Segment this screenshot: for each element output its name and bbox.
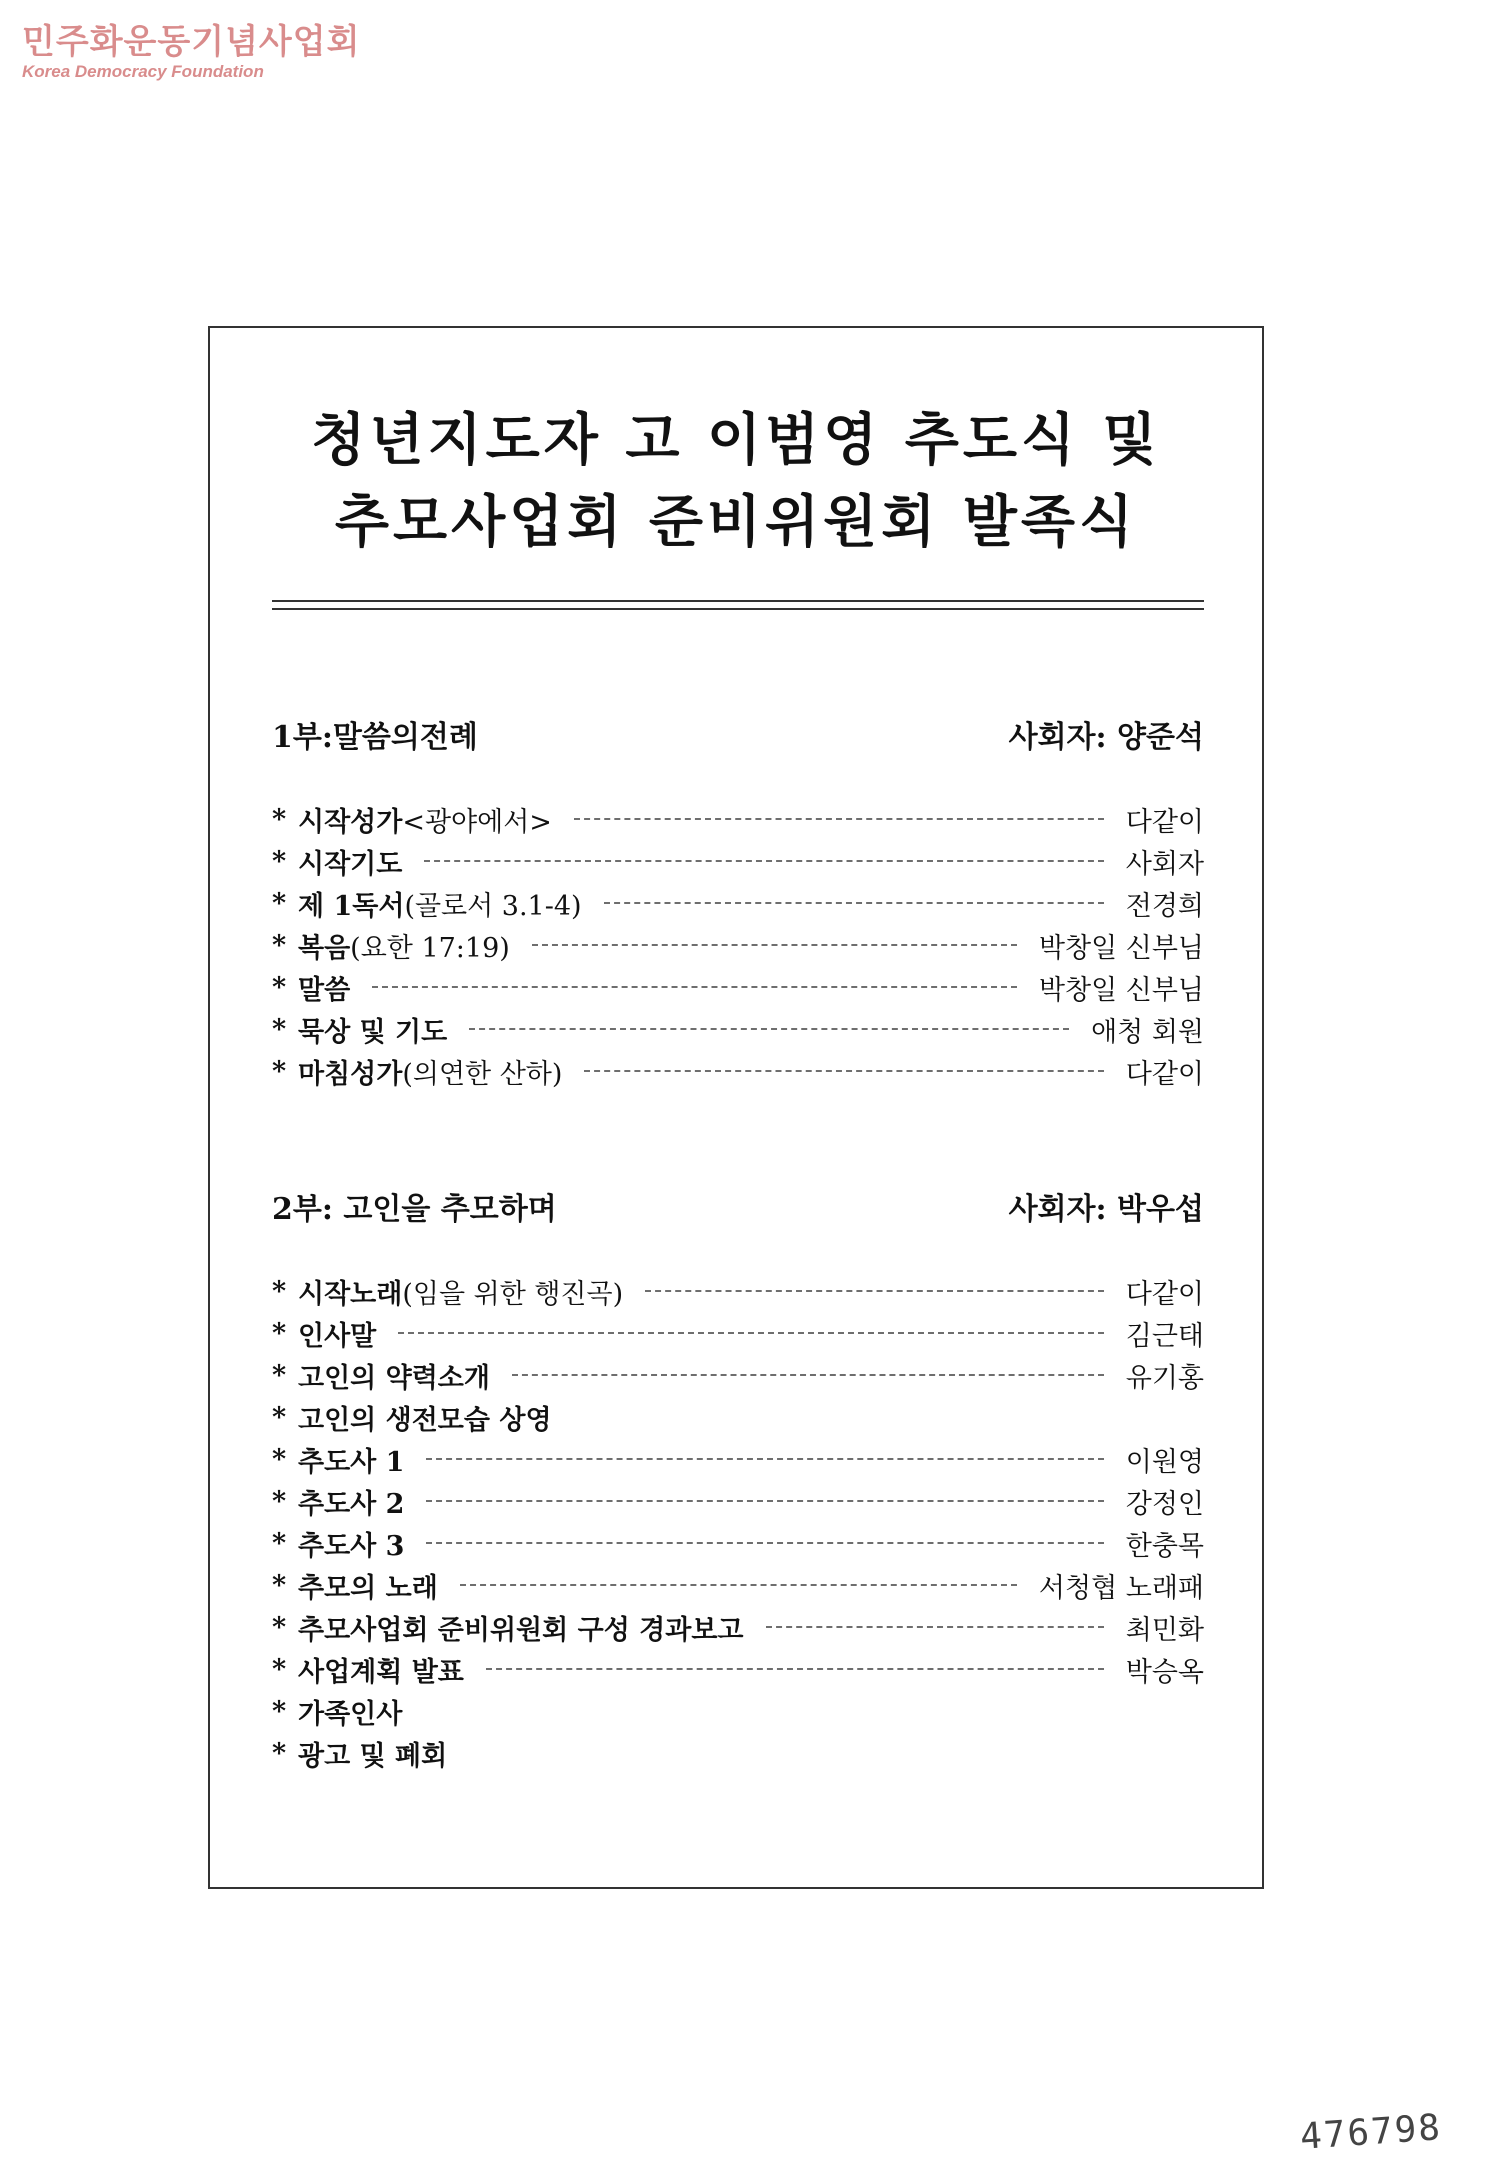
bullet-asterisk: * [272, 1443, 287, 1475]
program-item-title: 시작노래 [298, 1278, 403, 1310]
title-divider-top [272, 600, 1204, 602]
program-item [272, 1522, 1204, 1564]
program-item-name [298, 1314, 376, 1353]
program-item [272, 1480, 1204, 1522]
program-item [272, 1606, 1204, 1648]
program-item-presenter: 박창일 신부님 [1038, 932, 1204, 964]
title-line-1: 청년지도자 고 이범영 추도식 및 [311, 408, 1161, 473]
part2-header [272, 1184, 1204, 1227]
program-item [272, 1008, 1204, 1050]
program-item-presenter: 애청 회원 [1091, 1016, 1204, 1048]
part1-host: 사회자: 양준석 [1008, 720, 1204, 755]
program-item [272, 1354, 1204, 1396]
program-item-presenter: 박창일 신부님 [1038, 974, 1204, 1006]
program-item-name [298, 1482, 404, 1521]
program-item-presenter: 최민화 [1125, 1614, 1204, 1646]
program-item [272, 924, 1204, 966]
program-item-note: (골로서 3.1-4) [404, 890, 582, 922]
bullet-asterisk: * [272, 1275, 287, 1307]
program-item-note: (요한 17:19) [350, 932, 510, 964]
part1-program-list [272, 798, 1204, 1092]
bullet-asterisk: * [272, 1695, 287, 1727]
program-frame [208, 326, 1264, 1889]
program-item-name [298, 1052, 562, 1091]
program-item [272, 1312, 1204, 1354]
program-item-title: 가족인사 [298, 1698, 403, 1730]
dashed-leader [469, 1028, 1069, 1030]
program-item [272, 882, 1204, 924]
program-item-title: 고인의 약력소개 [298, 1362, 490, 1394]
program-item-name [298, 1566, 438, 1605]
program-item-presenter: 다같이 [1125, 806, 1204, 838]
program-item-name [298, 968, 350, 1007]
bullet-asterisk: * [272, 929, 287, 961]
program-item-presenter: 박승옥 [1125, 1656, 1204, 1688]
program-item [272, 1270, 1204, 1312]
program-item-presenter: 다같이 [1125, 1058, 1204, 1090]
dashed-leader [604, 902, 1104, 904]
program-item-name [298, 1524, 404, 1563]
program-item-presenter: 서청협 노래패 [1038, 1572, 1204, 1604]
program-item-title: 추모의 노래 [298, 1572, 438, 1604]
program-item [272, 1438, 1204, 1480]
program-item-name [298, 1608, 744, 1647]
dashed-leader [460, 1584, 1017, 1586]
dashed-leader [486, 1668, 1104, 1670]
bullet-asterisk: * [272, 887, 287, 919]
program-item-note: <광야에서> [402, 806, 552, 838]
program-item-title: 광고 및 폐회 [298, 1740, 448, 1772]
bullet-asterisk: * [272, 1569, 287, 1601]
program-item-presenter: 김근태 [1125, 1320, 1204, 1352]
bullet-asterisk: * [272, 1653, 287, 1685]
program-item-title: 말씀 [298, 974, 351, 1006]
dashed-leader [512, 1374, 1104, 1376]
dashed-leader [424, 860, 1103, 862]
title-divider-bottom [272, 608, 1204, 610]
dashed-leader [426, 1542, 1103, 1544]
bullet-asterisk: * [272, 1359, 287, 1391]
program-item-title: 추도사 1 [298, 1446, 405, 1478]
part1-header [272, 712, 1204, 755]
program-item [272, 1564, 1204, 1606]
dashed-leader [426, 1500, 1103, 1502]
watermark-english: Korea Democracy Foundation [22, 62, 264, 81]
program-item-presenter: 전경희 [1125, 890, 1204, 922]
program-item-title: 추도사 2 [298, 1488, 405, 1520]
dashed-leader [645, 1290, 1104, 1292]
program-item-title: 추도사 3 [298, 1530, 405, 1562]
program-item-title: 제 1독서 [298, 890, 405, 922]
program-item [272, 1732, 1204, 1774]
program-item-title: 시작기도 [298, 848, 403, 880]
dashed-leader [426, 1458, 1103, 1460]
program-item-presenter: 강정인 [1125, 1488, 1204, 1520]
program-item-name [298, 800, 552, 839]
program-item-title: 인사말 [298, 1320, 377, 1352]
program-item-presenter: 다같이 [1125, 1278, 1204, 1310]
bullet-asterisk: * [272, 1611, 287, 1643]
program-item-name [298, 1734, 447, 1773]
bullet-asterisk: * [272, 1527, 287, 1559]
dashed-leader [574, 818, 1104, 820]
bullet-asterisk: * [272, 845, 287, 877]
bullet-asterisk: * [272, 1401, 287, 1433]
program-item-presenter: 이원영 [1125, 1446, 1204, 1478]
program-item-name [298, 1398, 552, 1437]
document-number: 476798 [1298, 2107, 1444, 2158]
program-item-note: (의연한 산하) [402, 1058, 563, 1090]
part2-heading: 2부: 고인을 추모하며 [272, 1192, 557, 1227]
program-item-name [298, 1272, 623, 1311]
program-item-title: 묵상 및 기도 [298, 1016, 448, 1048]
bullet-asterisk: * [272, 1737, 287, 1769]
program-item-presenter: 유기홍 [1125, 1362, 1204, 1394]
program-item-title: 시작성가 [298, 806, 403, 838]
program-item-presenter: 한충목 [1125, 1530, 1204, 1562]
program-item-title: 사업계획 발표 [298, 1656, 464, 1688]
title-line-2: 추모사업회 준비위원회 발족식 [334, 490, 1138, 555]
program-item-name [298, 926, 510, 965]
part2-program-list [272, 1270, 1204, 1774]
program-item [272, 1050, 1204, 1092]
program-item-name [298, 1692, 402, 1731]
watermark-logo [22, 22, 360, 82]
bullet-asterisk: * [272, 803, 287, 835]
dashed-leader [584, 1070, 1103, 1072]
program-item-presenter: 사회자 [1125, 848, 1204, 880]
watermark-korean: 민주화운동기념사업회 [22, 22, 361, 62]
part2-host: 사회자: 박우섭 [1008, 1192, 1204, 1227]
bullet-asterisk: * [272, 1013, 287, 1045]
bullet-asterisk: * [272, 971, 287, 1003]
program-item-name [298, 1356, 490, 1395]
program-item-title: 복음 [298, 932, 351, 964]
bullet-asterisk: * [272, 1055, 287, 1087]
program-item-name [298, 1650, 464, 1689]
bullet-asterisk: * [272, 1485, 287, 1517]
program-item-title: 마침성가 [298, 1058, 403, 1090]
program-item [272, 840, 1204, 882]
bullet-asterisk: * [272, 1317, 287, 1349]
program-item-name [298, 884, 582, 923]
part1-heading: 1부:말씀의전례 [272, 720, 478, 755]
program-item-title: 고인의 생전모습 상영 [298, 1404, 552, 1436]
dashed-leader [398, 1332, 1104, 1334]
program-item [272, 1396, 1204, 1438]
program-item-name [298, 1010, 447, 1049]
program-item [272, 1648, 1204, 1690]
program-item [272, 798, 1204, 840]
program-item [272, 966, 1204, 1008]
dashed-leader [372, 986, 1017, 988]
program-item-name [298, 842, 402, 881]
dashed-leader [766, 1626, 1104, 1628]
program-item-title: 추모사업회 준비위원회 구성 경과보고 [298, 1614, 744, 1646]
program-item [272, 1690, 1204, 1732]
dashed-leader [532, 944, 1017, 946]
program-item-note: (임을 위한 행진곡) [402, 1278, 624, 1310]
program-item-name [298, 1440, 404, 1479]
